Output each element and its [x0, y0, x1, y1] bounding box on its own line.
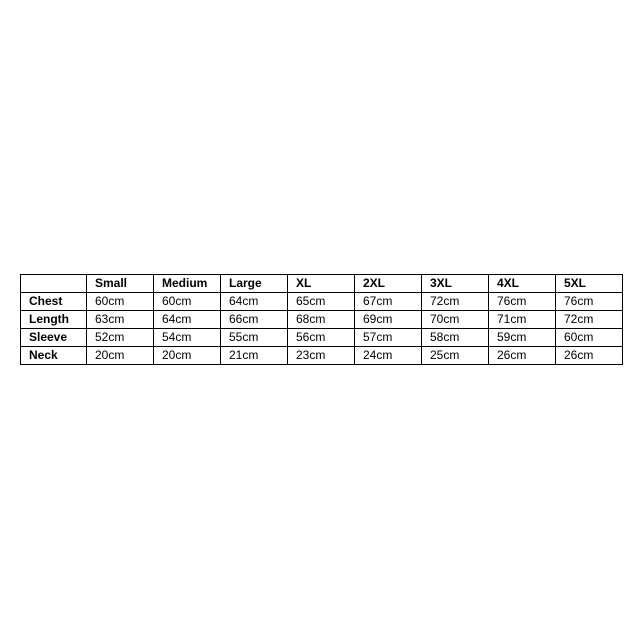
- table-cell: 66cm: [221, 311, 288, 329]
- table-cell: 56cm: [288, 329, 355, 347]
- row-label-length: Length: [21, 311, 87, 329]
- table-cell: 64cm: [221, 293, 288, 311]
- table-cell: 58cm: [422, 329, 489, 347]
- table-cell: 20cm: [154, 347, 221, 365]
- table-cell: 69cm: [355, 311, 422, 329]
- table-cell: 52cm: [87, 329, 154, 347]
- table-cell: 76cm: [489, 293, 556, 311]
- table-row-chest: [21, 293, 623, 311]
- table-row-length: [21, 311, 623, 329]
- table-cell: 59cm: [489, 329, 556, 347]
- row-label-chest: Chest: [21, 293, 87, 311]
- table-cell: 54cm: [154, 329, 221, 347]
- table-cell: 64cm: [154, 311, 221, 329]
- row-label-neck: Neck: [21, 347, 87, 365]
- row-label-sleeve: Sleeve: [21, 329, 87, 347]
- table-cell: 60cm: [556, 329, 623, 347]
- table-cell: 67cm: [355, 293, 422, 311]
- table-cell: 57cm: [355, 329, 422, 347]
- table-row-neck: [21, 347, 623, 365]
- column-header-xl: XL: [288, 275, 355, 293]
- table-cell: 60cm: [154, 293, 221, 311]
- column-header-5xl: 5XL: [556, 275, 623, 293]
- size-chart-table: [20, 274, 623, 365]
- table-cell: 70cm: [422, 311, 489, 329]
- table-cell: 71cm: [489, 311, 556, 329]
- table-cell: 68cm: [288, 311, 355, 329]
- column-header-small: Small: [87, 275, 154, 293]
- corner-cell: [21, 275, 87, 293]
- column-header-large: Large: [221, 275, 288, 293]
- table-cell: 23cm: [288, 347, 355, 365]
- table-cell: 26cm: [489, 347, 556, 365]
- table-cell: 63cm: [87, 311, 154, 329]
- table-cell: 24cm: [355, 347, 422, 365]
- table-cell: 72cm: [556, 311, 623, 329]
- table-cell: 21cm: [221, 347, 288, 365]
- column-header-4xl: 4XL: [489, 275, 556, 293]
- table-cell: 55cm: [221, 329, 288, 347]
- table-row-sleeve: [21, 329, 623, 347]
- table-cell: 65cm: [288, 293, 355, 311]
- table-cell: 76cm: [556, 293, 623, 311]
- table-cell: 20cm: [87, 347, 154, 365]
- column-header-medium: Medium: [154, 275, 221, 293]
- table-cell: 60cm: [87, 293, 154, 311]
- table-cell: 25cm: [422, 347, 489, 365]
- column-header-3xl: 3XL: [422, 275, 489, 293]
- table-cell: 26cm: [556, 347, 623, 365]
- table-cell: 72cm: [422, 293, 489, 311]
- header-row: [21, 275, 623, 293]
- column-header-2xl: 2XL: [355, 275, 422, 293]
